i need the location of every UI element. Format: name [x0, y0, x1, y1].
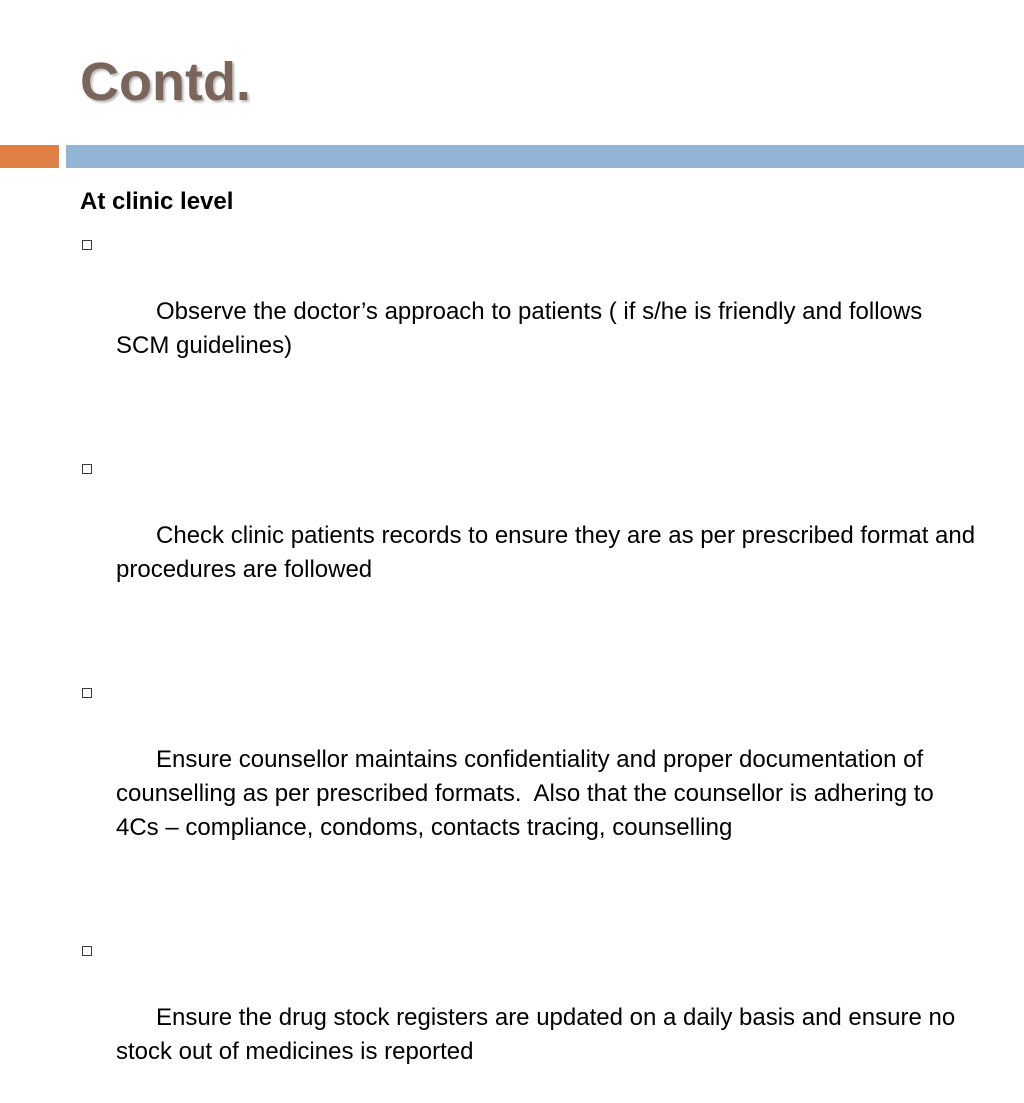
- square-bullet-icon: [82, 688, 92, 698]
- bullet-text: Ensure the drug stock registers are updated on a daily basis and ensure no stock out of medicines is reported: [116, 1004, 962, 1065]
- slide-title: Contd.: [80, 52, 251, 112]
- section-heading: At clinic level: [80, 188, 234, 215]
- bullet-text: Check clinic patients records to ensure they are as per prescribed format and procedures are followed: [116, 522, 982, 583]
- accent-bar-orange: [0, 145, 59, 168]
- square-bullet-icon: [82, 464, 92, 474]
- bullet-item-counsellor: [80, 675, 980, 879]
- bullet-item-doctor-approach: [80, 227, 980, 397]
- bullet-list: [80, 227, 980, 1103]
- bullet-item-drug-stock: [80, 933, 980, 1103]
- accent-bar-blue: [66, 145, 1024, 168]
- square-bullet-icon: [82, 946, 92, 956]
- bullet-text: Observe the doctor’s approach to patients ( if s/he is friendly and follows SCM guidelines): [116, 298, 929, 359]
- bullet-item-patient-records: [80, 451, 980, 621]
- bullet-text: Ensure counsellor maintains confidentiality and proper documentation of counselling as per prescribed formats. Also that the counsellor is adhering to 4Cs – compliance, condoms, contacts tracing, counselling: [116, 746, 941, 841]
- slide-content: [80, 184, 980, 1103]
- square-bullet-icon: [82, 240, 92, 250]
